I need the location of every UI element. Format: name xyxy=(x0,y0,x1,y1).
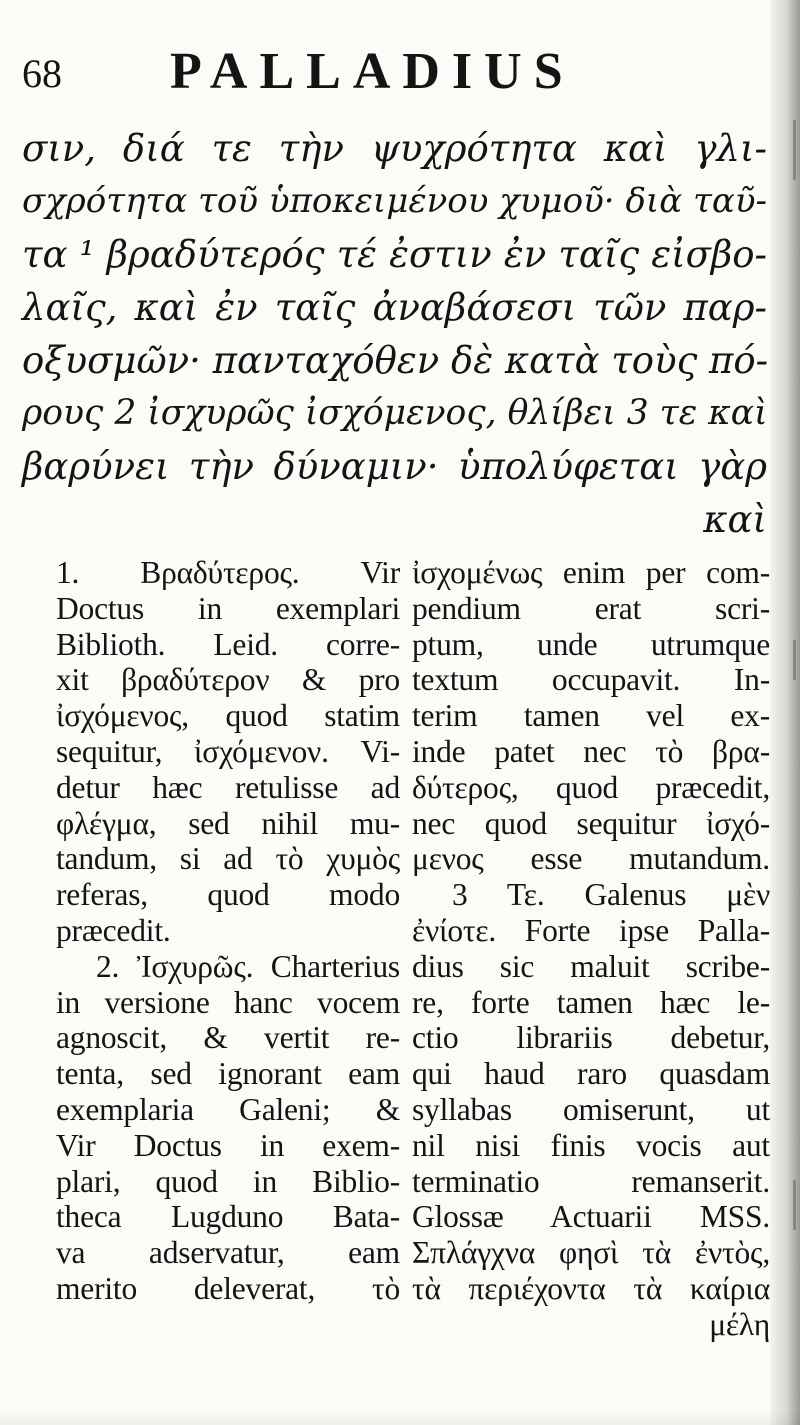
note-line: pendium erat scri- xyxy=(412,590,770,626)
note-line: Vir Doctus in exem- xyxy=(56,1127,400,1163)
notes-right-column xyxy=(412,555,770,1343)
greek-text-line: ρους 2 ἰσχυρῶς ἰσχόμενος, θλίβει 3 τε καὶ xyxy=(22,393,768,433)
page-edge-mark xyxy=(793,640,796,680)
note-line: ἰσχόμενος, quod statim xyxy=(56,698,400,734)
note-line: 3 Τε. Galenus μὲν xyxy=(452,877,770,913)
note-line: τὰ περιέχοντα τὰ καίρια xyxy=(412,1270,770,1306)
note-line: tenta, sed ignorant eam xyxy=(56,1056,400,1092)
note-line: qui haud raro quasdam xyxy=(412,1056,770,1092)
note-line: ἐνίοτε. Forte ipse Palla- xyxy=(412,912,770,948)
note-line: terim tamen vel ex- xyxy=(412,698,770,734)
note-line: inde patet nec τὸ βρα- xyxy=(412,733,770,769)
running-head: PALLADIUS xyxy=(170,43,575,100)
note-line: va adservatur, eam xyxy=(56,1235,400,1271)
note-line: textum occupavit. In- xyxy=(412,662,770,698)
note-line: theca Lugduno Bata- xyxy=(56,1199,400,1235)
greek-text-line: σιν, διά τε τὴν ψυχρότητα καὶ γλι- xyxy=(22,127,767,170)
page-edge-mark xyxy=(793,120,796,180)
note-line: Biblioth. Leid. corre- xyxy=(56,626,400,662)
note-line: Glossæ Actuarii MSS. xyxy=(412,1199,770,1235)
note-line: in versione hanc vocem xyxy=(56,984,400,1020)
page-number: 68 xyxy=(22,51,62,96)
note-catchword: μέλη xyxy=(709,1306,770,1342)
note-line: 2. Ἰσχυρῶς. Charterius xyxy=(96,948,400,984)
note-line: Σπλάγχνα φησὶ τὰ ἐντὸς, xyxy=(412,1235,770,1271)
page-header xyxy=(22,40,762,102)
greek-text-line: οξυσμῶν· πανταχόθεν δὲ κατὰ τοὺς πό- xyxy=(22,339,769,382)
note-line: 1. Βραδύτερος. Vir xyxy=(56,555,400,590)
note-line: μενος esse mutandum. xyxy=(412,841,770,877)
notes-left-column xyxy=(56,555,400,1307)
catchword: καὶ xyxy=(703,498,767,541)
note-line: terminatio remanserit. xyxy=(412,1163,770,1199)
page-bottom-shadow xyxy=(0,1411,800,1425)
note-line: præcedit. xyxy=(56,912,171,948)
note-line: re, forte tamen hæc le- xyxy=(412,984,770,1020)
note-line: Doctus in exemplari xyxy=(56,590,400,626)
greek-text-line: λαῖς, καὶ ἐν ταῖς ἀναβάσεσι τῶν παρ- xyxy=(22,286,767,329)
note-line: δύτερος, quod præcedit, xyxy=(412,769,770,805)
note-line: agnoscit, & vertit re- xyxy=(56,1020,400,1056)
note-line: ἰσχομένως enim per com- xyxy=(412,555,770,590)
note-line: merito deleverat, τὸ xyxy=(56,1270,400,1306)
note-line: φλέγμα, sed nihil mu- xyxy=(56,805,400,841)
note-line: xit βραδύτερον & pro xyxy=(56,662,400,698)
note-line: referas, quod modo xyxy=(56,877,400,913)
note-line: sequitur, ἰσχόμενον. Vi- xyxy=(56,733,400,769)
greek-text-line: σχρότητα τοῦ ὑποκειμένου χυμοῦ· διὰ ταῦ- xyxy=(22,181,767,221)
greek-text-line: βαρύνει τὴν δύναμιν· ὑπολύφεται γὰρ xyxy=(22,445,767,488)
greek-main-text xyxy=(22,122,767,546)
note-line: detur hæc retulisse ad xyxy=(56,769,400,805)
note-line: ptum, unde utrumque xyxy=(412,626,770,662)
note-line: nec quod sequitur ἰσχό- xyxy=(412,805,770,841)
note-line: exemplaria Galeni; & xyxy=(56,1091,400,1127)
note-line: tandum, si ad τὸ χυμὸς xyxy=(56,841,400,877)
note-line: dius sic maluit scribe- xyxy=(412,948,770,984)
note-line: syllabas omiserunt, ut xyxy=(412,1091,770,1127)
note-line: nil nisi finis vocis aut xyxy=(412,1127,770,1163)
note-line: ctio librariis debetur, xyxy=(412,1020,770,1056)
greek-text-line: τα ¹ βραδύτερός τέ ἐστιν ἐν ταῖς εἰσβο- xyxy=(22,233,767,276)
page-edge-mark xyxy=(793,1180,796,1230)
note-line: plari, quod in Biblio- xyxy=(56,1163,400,1199)
